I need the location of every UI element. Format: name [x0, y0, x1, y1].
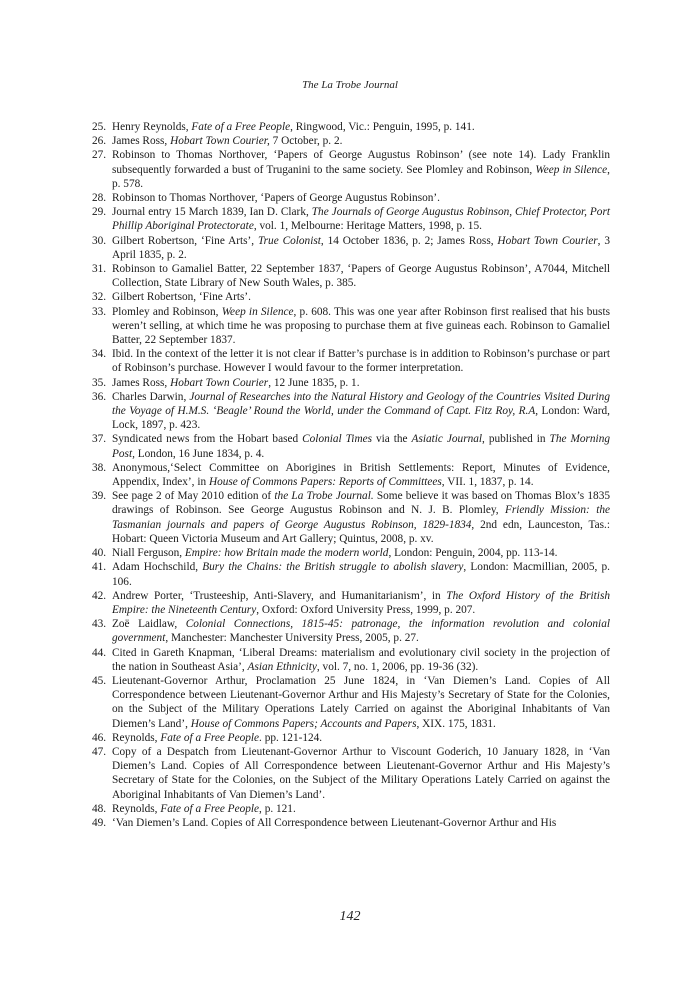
endnote-text	[112, 191, 610, 205]
endnote-item	[92, 617, 610, 645]
endnote-number: 30.	[92, 234, 107, 247]
endnote-text-segment: Robinson to Thomas Northover, ‘Papers of George Augustus Robinson’.	[112, 192, 440, 205]
endnote-text-segment: , p. 578.	[112, 163, 610, 190]
endnote-text-segment: Lieutenant-Governor Arthur, Proclamation 25 June 1824, in ‘Van Diemen’s Land. Copies of All Correspondence between Lieutenant-Governor Arthur and His Majesty’s Secretary of State for the Colonies, on the Subject of the Military Operations Lately Carried on against the Aboriginal Inhabitants of Van Diemen’s Land’,	[112, 674, 610, 730]
endnote-item	[92, 560, 610, 588]
endnote-italic-title: Weep in Silence	[535, 163, 608, 176]
endnote-text-segment: 7 October, p. 2.	[269, 135, 343, 148]
endnote-text-segment: London, 16 June 1834, p. 4.	[134, 447, 265, 460]
endnote-italic-title: The Journals of George Augustus Robinson, Chief Protector, Port Phillip Aboriginal Protectorate	[112, 206, 610, 233]
endnote-text-segment: , 3 April 1835, p. 2.	[112, 234, 610, 261]
endnote-item	[92, 262, 610, 290]
endnote-text	[112, 234, 610, 262]
endnote-italic-title: Asiatic Journal	[411, 433, 483, 446]
endnote-italic-title: Asian Ethnicity	[247, 660, 317, 673]
endnote-text	[112, 205, 610, 233]
endnote-text	[112, 134, 610, 148]
endnote-text-segment: . pp. 121-124.	[259, 731, 323, 744]
endnote-italic-title: the La Trobe Journal.	[274, 490, 374, 503]
endnote-text-segment: Gilbert Robertson, ‘Fine Arts’.	[112, 291, 251, 304]
endnote-text-segment: , vol. 7, no. 1, 2006, pp. 19-36 (32).	[316, 660, 479, 673]
endnote-italic-title: True Colonist	[258, 234, 321, 247]
endnote-item	[92, 745, 610, 802]
endnote-item	[92, 290, 610, 304]
endnote-text-segment: via the	[372, 433, 412, 446]
endnote-number: 41.	[92, 561, 107, 574]
endnote-item	[92, 376, 610, 390]
endnote-number: 46.	[92, 731, 107, 744]
endnote-number: 49.	[92, 816, 107, 829]
endnote-number: 47.	[92, 745, 107, 758]
endnote-text	[112, 731, 610, 745]
endnote-number: 32.	[92, 291, 107, 304]
endnote-text-segment: , VII. 1, 1837, p. 14.	[441, 476, 534, 489]
endnotes-list	[92, 120, 610, 830]
endnote-text	[112, 589, 610, 617]
endnote-item	[92, 134, 610, 148]
endnote-text-segment: , p. 608. This was one year after Robinson first realised that his busts weren’t selling, at which time he was proposing to purchase them at five guineas each. Robinson to Gamaliel Batter, 22 September 1837.	[112, 305, 610, 347]
endnote-item	[92, 802, 610, 816]
endnote-italic-title: The Oxford History of the British Empire: the Nineteenth Century	[112, 589, 610, 616]
endnote-italic-title: Journal of Researches into the Natural History and Geology of the Countries Visited During the Voyage of H.M.S. ‘Beagle’ Round the World, under the Command of Capt. Fitz Roy, R.A,	[112, 390, 610, 418]
endnote-number: 31.	[92, 263, 107, 276]
endnote-text	[112, 802, 610, 816]
endnote-item	[92, 674, 610, 731]
endnote-text	[112, 376, 610, 390]
endnote-italic-title: Empire: how Britain made the modern world	[184, 547, 389, 560]
endnote-number: 36.	[92, 390, 107, 403]
endnote-text-segment: Plomley and Robinson,	[112, 305, 222, 318]
endnote-number: 26.	[92, 135, 107, 148]
page-number: 142	[339, 909, 361, 924]
endnote-item	[92, 390, 610, 433]
endnote-number: 35.	[92, 376, 107, 389]
endnote-text-segment: Robinson to Thomas Northover, ‘Papers of George Augustus Robinson’ (see note 14). Lady Franklin subsequently forwarded a bust of Truganini to the same society. See Plomley and Robinson,	[112, 149, 610, 176]
endnote-text-segment: Journal entry 15 March 1839, Ian D. Clark,	[112, 206, 312, 219]
endnote-number: 25.	[92, 121, 107, 133]
endnote-italic-title: Bury the Chains: the British struggle to abolish slavery	[202, 561, 464, 574]
endnote-item	[92, 489, 610, 546]
endnote-text	[112, 560, 610, 588]
endnote-item	[92, 546, 610, 560]
endnote-number: 38.	[92, 461, 107, 474]
endnote-text-segment: Reynolds,	[112, 731, 161, 744]
endnote-text-segment: Zoë Laidlaw,	[112, 618, 186, 631]
endnote-number: 48.	[92, 802, 107, 815]
endnote-text	[112, 305, 610, 348]
endnote-italic-title: Fate of a Free People	[160, 731, 260, 744]
endnote-text-segment: , Ringwood, Vic.: Penguin, 1995, p. 141.	[290, 121, 475, 133]
endnote-text	[112, 148, 610, 191]
endnote-text	[112, 489, 610, 546]
endnote-number: 44.	[92, 646, 107, 659]
endnote-text	[112, 461, 610, 489]
endnote-text-segment: London: Ward, Lock, 1897, p. 423.	[112, 405, 610, 432]
endnote-text-segment: , London: Macmillian, 2005, p. 106.	[112, 561, 610, 588]
endnote-italic-title: Hobart Town Courier	[497, 234, 598, 247]
endnote-text-segment: Cited in Gareth Knapman, ‘Liberal Dreams: materialism and evolutionary civil society in the projection of the nation in Southeast Asia’,	[112, 646, 610, 673]
endnote-text-segment: , p. 121.	[259, 802, 296, 815]
endnote-text-segment: , published in	[482, 433, 550, 446]
endnote-italic-title: Colonial Connections, 1815-45: patronage, the information revolution and colonial government	[112, 618, 610, 645]
endnote-text-segment: Anonymous,‘Select Committee on Aborigines in British Settlements: Report, Minutes of Evidence, Appendix, Index’, in	[112, 461, 610, 489]
endnote-text	[112, 674, 610, 731]
endnote-text-segment: , London: Penguin, 2004, pp. 113-14.	[388, 547, 558, 560]
endnote-text-segment: , 14 October 1836, p. 2; James Ross,	[320, 234, 498, 247]
endnote-item	[92, 191, 610, 205]
endnote-number: 45.	[92, 674, 107, 687]
endnote-item	[92, 148, 610, 191]
endnote-item	[92, 646, 610, 674]
endnote-text	[112, 390, 610, 433]
endnote-text-segment: James Ross,	[112, 376, 171, 389]
endnote-text-segment: Copy of a Despatch from Lieutenant-Governor Arthur to Viscount Goderich, 10 January 1828, in ‘Van Diemen’s Land. Copies of All Correspondence between Lieutenant-Governor Arthur and His Majesty’s Secretary of State for the Colonies, on the Subject of the Military Operations Lately Carried on against the Aboriginal Inhabitants of Van Diemen’s Land’.	[112, 745, 610, 801]
endnote-text	[112, 347, 610, 375]
endnote-item	[92, 120, 610, 134]
endnote-text-segment: Syndicated news from the Hobart based	[112, 433, 303, 446]
endnote-text-segment: Niall Ferguson,	[112, 547, 185, 560]
endnote-text-segment: James Ross,	[112, 135, 171, 148]
endnote-text	[112, 262, 610, 290]
endnote-italic-title: Hobart Town Courier	[170, 376, 269, 389]
endnote-text-segment: Adam Hochschild,	[112, 561, 203, 574]
endnote-number: 27.	[92, 149, 107, 162]
endnote-item	[92, 816, 610, 830]
endnote-text-segment: Gilbert Robertson, ‘Fine Arts’,	[112, 234, 258, 247]
endnote-item	[92, 234, 610, 262]
endnote-text	[112, 816, 610, 830]
endnote-item	[92, 347, 610, 375]
endnote-item	[92, 305, 610, 348]
endnote-text	[112, 432, 610, 460]
endnote-number: 43.	[92, 618, 107, 631]
endnote-text-segment: , 2nd edn, Launceston, Tas.: Hobart: Queen Victoria Museum and Art Gallery; Quintus, 2008, p. xv.	[112, 518, 610, 545]
endnote-text-segment: , Manchester: Manchester University Press, 2005, p. 27.	[165, 632, 419, 645]
endnote-item	[92, 432, 610, 460]
running-head: The La Trobe Journal	[302, 79, 398, 91]
endnote-text-segment: See page 2 of May 2010 edition of	[112, 490, 275, 503]
endnote-text-segment: Andrew Porter, ‘Trusteeship, Anti-Slavery, and Humanitarianism’, in	[112, 589, 447, 602]
endnote-italic-title: Weep in Silence	[221, 305, 294, 318]
endnote-text-segment: , XIX. 175, 1831.	[416, 717, 496, 730]
endnote-number: 29.	[92, 206, 107, 219]
endnote-number: 40.	[92, 547, 107, 560]
endnote-item	[92, 731, 610, 745]
endnote-italic-title: Friendly Mission: the Tasmanian journals and papers of George Augustus Robinson, 1829-1834	[112, 504, 611, 531]
endnote-item	[92, 205, 610, 233]
endnote-italic-title: House of Commons Papers; Accounts and Papers	[190, 717, 417, 730]
endnote-number: 33.	[92, 305, 107, 318]
endnote-number: 42.	[92, 589, 107, 602]
endnote-item	[92, 461, 610, 489]
endnote-italic-title: Hobart Town Courier,	[170, 135, 270, 148]
endnote-italic-title: Fate of a Free People	[191, 121, 291, 133]
endnote-italic-title: Fate of a Free People	[160, 802, 260, 815]
endnote-italic-title: House of Commons Papers: Reports of Committees	[208, 476, 442, 489]
endnote-text	[112, 546, 610, 560]
endnote-number: 37.	[92, 433, 107, 446]
endnote-text-segment: Some believe it was based on Thomas Blox’s 1835 drawings of Robinson. See George Augustus Robinson and N. J. B. Plomley,	[112, 490, 610, 517]
endnote-text	[112, 617, 610, 645]
endnote-text-segment: Reynolds,	[112, 802, 161, 815]
endnote-text-segment: Robinson to Gamaliel Batter, 22 September 1837, ‘Papers of George Augustus Robinson’, A7044, Mitchell Collection, State Library of New South Wales, p. 385.	[112, 263, 610, 290]
endnote-text-segment: Henry Reynolds,	[112, 121, 192, 133]
endnote-item	[92, 589, 610, 617]
endnote-text-segment: , 12 June 1835, p. 1.	[268, 376, 360, 389]
endnote-text-segment: , vol. 1, Melbourne: Heritage Matters, 1998, p. 15.	[253, 220, 482, 233]
endnote-number: 34.	[92, 348, 107, 361]
endnote-text-segment: ‘Van Diemen’s Land. Copies of All Correspondence between Lieutenant-Governor Arthur and His	[112, 816, 557, 829]
endnote-text	[112, 120, 610, 134]
endnote-text-segment: Ibid. In the context of the letter it is not clear if Batter’s purchase is in addition to Robinson’s purchase or part of Robinson’s purchase. However I would favour to the former interpretation.	[112, 348, 610, 375]
endnote-text-segment: Charles Darwin,	[112, 390, 190, 403]
endnote-text-segment: , Oxford: Oxford University Press, 1999, p. 207.	[256, 603, 476, 616]
endnote-text	[112, 290, 610, 304]
endnote-number: 39.	[92, 490, 107, 503]
endnote-italic-title: Colonial Times	[302, 433, 373, 446]
endnote-number: 28.	[92, 192, 107, 205]
endnote-italic-title: The Morning Post,	[112, 433, 610, 460]
endnote-text	[112, 646, 610, 674]
endnote-text	[112, 745, 610, 802]
